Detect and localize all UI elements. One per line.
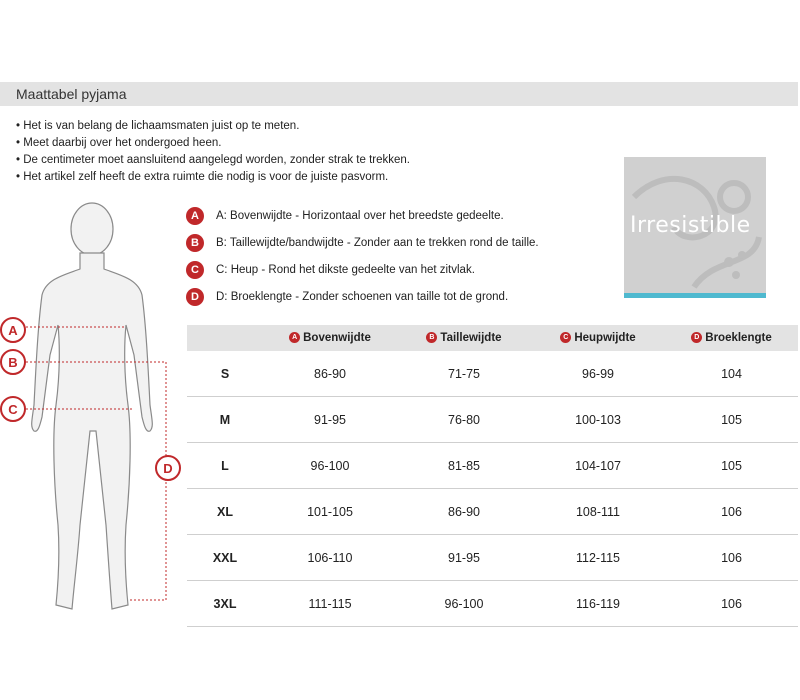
- table-cell: 76-80: [397, 397, 531, 443]
- legend-text: C: Heup - Rond het dikste gedeelte van het zitvlak.: [216, 264, 475, 276]
- marker-d: D: [155, 455, 181, 481]
- badge-b: B: [186, 234, 204, 252]
- table-cell: 86-90: [397, 489, 531, 535]
- table-cell: 111-115: [263, 581, 397, 627]
- table-header-row: [187, 325, 798, 351]
- size-label: S: [187, 351, 263, 397]
- badge-c: C: [186, 261, 204, 279]
- logo-text: Irresistible: [630, 213, 751, 238]
- table-header-size: [187, 325, 263, 351]
- table-row: [187, 489, 798, 535]
- table-cell: 112-115: [531, 535, 665, 581]
- list-item: • Meet daarbij over het ondergoed heen.: [16, 135, 410, 152]
- table-cell: 91-95: [397, 535, 531, 581]
- table-row: [187, 351, 798, 397]
- table-cell: 71-75: [397, 351, 531, 397]
- table-cell: 81-85: [397, 443, 531, 489]
- page-title: Maattabel pyjama: [16, 86, 127, 102]
- table-cell: 106: [665, 535, 798, 581]
- table-row: [187, 581, 798, 627]
- table-cell: 106: [665, 489, 798, 535]
- size-label: M: [187, 397, 263, 443]
- legend-text: A: Bovenwijdte - Horizontaal over het breedste gedeelte.: [216, 210, 504, 222]
- body-figure: [0, 195, 190, 625]
- table-cell: 104: [665, 351, 798, 397]
- table-header-taillewijdte: B Taillewijdte: [397, 325, 531, 351]
- table-cell: 105: [665, 443, 798, 489]
- table-header-broeklengte: D Broeklengte: [665, 325, 798, 351]
- table-cell: 101-105: [263, 489, 397, 535]
- legend-text: B: Taillewijdte/bandwijdte - Zonder aan te trekken rond de taille.: [216, 237, 539, 249]
- size-label: XL: [187, 489, 263, 535]
- table-row: [187, 535, 798, 581]
- table-cell: 116-119: [531, 581, 665, 627]
- table-header-bovenwijdte: A Bovenwijdte: [263, 325, 397, 351]
- legend-text: D: Broeklengte - Zonder schoenen van taille tot de grond.: [216, 291, 509, 303]
- size-label: XXL: [187, 535, 263, 581]
- size-table: [187, 325, 798, 627]
- list-item: • Het artikel zelf heeft de extra ruimte die nodig is voor de juiste pasvorm.: [16, 169, 410, 186]
- table-cell: 91-95: [263, 397, 397, 443]
- table-header-heupwijdte: C Heupwijdte: [531, 325, 665, 351]
- logo-stripe: [624, 293, 766, 298]
- table-cell: 96-99: [531, 351, 665, 397]
- table-cell: 86-90: [263, 351, 397, 397]
- brand-logo: [624, 157, 766, 298]
- table-cell: 100-103: [531, 397, 665, 443]
- table-cell: 105: [665, 397, 798, 443]
- table-cell: 96-100: [397, 581, 531, 627]
- size-label: L: [187, 443, 263, 489]
- table-cell: 108-111: [531, 489, 665, 535]
- table-cell: 106-110: [263, 535, 397, 581]
- list-item: • De centimeter moet aansluitend aangelegd worden, zonder strak te trekken.: [16, 152, 410, 169]
- marker-c: C: [0, 396, 26, 422]
- badge-d: D: [186, 288, 204, 306]
- badge-a: A: [186, 207, 204, 225]
- table-row: [187, 397, 798, 443]
- table-cell: 96-100: [263, 443, 397, 489]
- table-cell: 104-107: [531, 443, 665, 489]
- instruction-list: [16, 118, 410, 186]
- list-item: • Het is van belang de lichaamsmaten juist op te meten.: [16, 118, 410, 135]
- title-bar: [0, 82, 798, 106]
- marker-a: A: [0, 317, 26, 343]
- marker-b: B: [0, 349, 26, 375]
- table-row: [187, 443, 798, 489]
- size-label: 3XL: [187, 581, 263, 627]
- table-cell: 106: [665, 581, 798, 627]
